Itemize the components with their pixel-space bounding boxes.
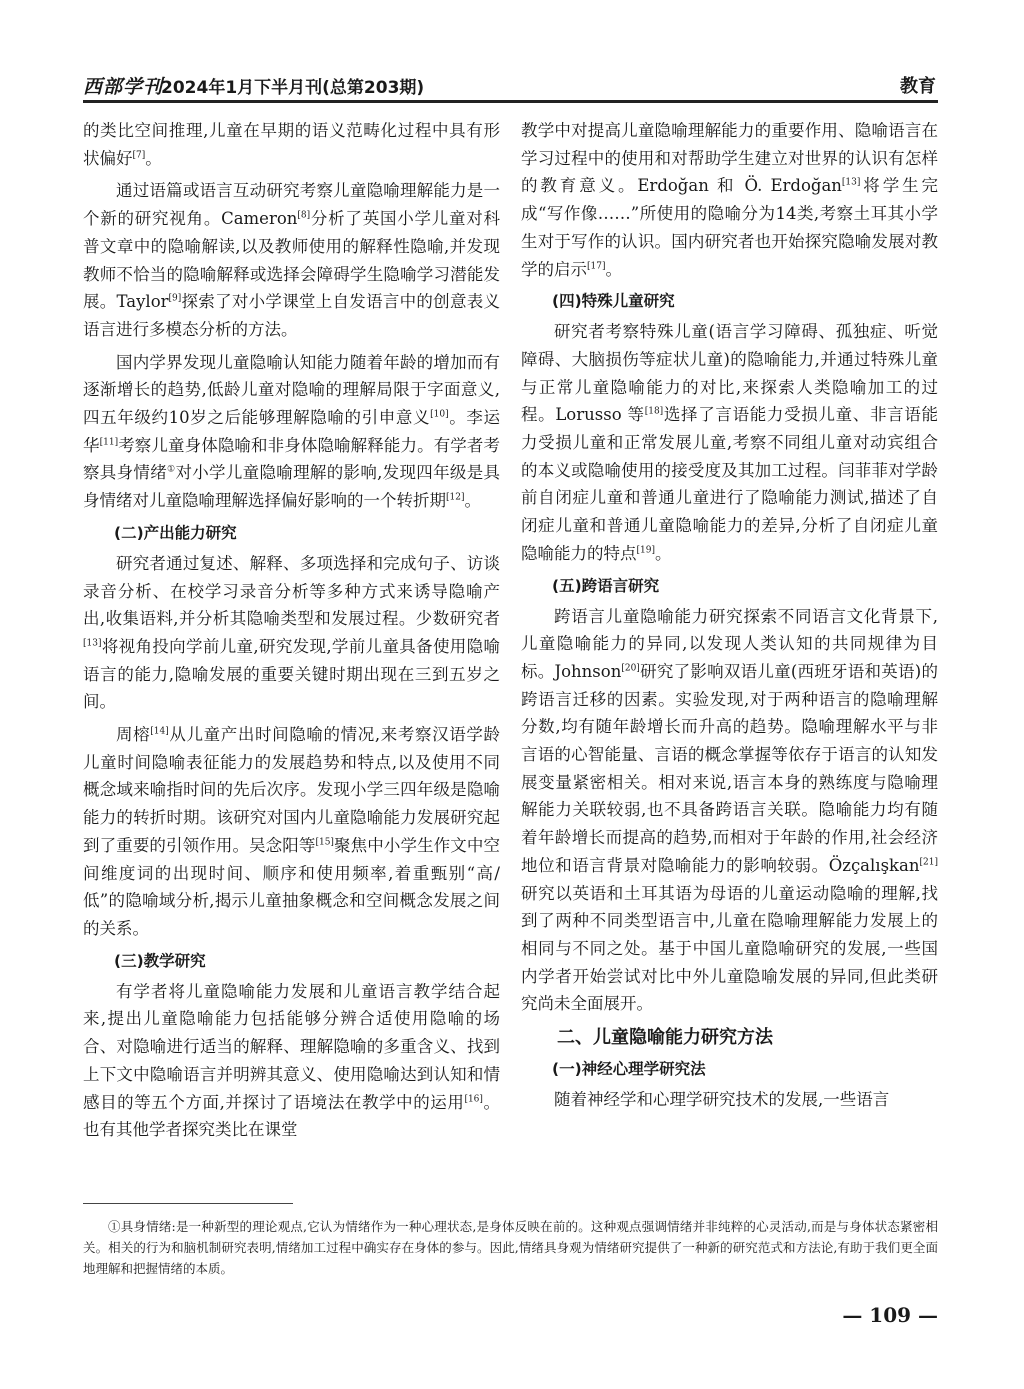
paragraph: 教学中对提高儿童隐喻理解能力的重要作用、隐喻语言在学习过程中的使用和对帮助学生建立对世界的认识有怎样的教育意义。Erdoğan 和 Ö. Erdoğan[13]将学生完成“写作像……”所使用的隐喻分为14类,考察土耳其小学生对于写作的认识。国内研究者也开始探究隐喻发展对教学的启示[17]。 <box>521 121 938 279</box>
paragraph: 研究者考察特殊儿童(语言学习障碍、孤独症、听觉障碍、大脑损伤等症状儿童)的隐喻能力,并通过特殊儿童与正常儿童隐喻能力的对比,来探索人类隐喻加工的过程。Lorusso 等[18]选择了言语能力受损儿童、非言语能力受损儿童和正常发展儿童,考察不同组儿童对动宾组合的本义或隐喻使用的接受度及其加工过程。闫菲菲对学龄前自闭症儿童和普通儿童进行了隐喻能力测试,描述了自闭症儿童和普通儿童隐喻能力的差异,分析了自闭症儿童隐喻能力的特点[19]。 <box>521 322 938 563</box>
citation: [13] <box>83 638 102 649</box>
citation: [11] <box>99 437 119 448</box>
paragraph: 国内学界发现儿童隐喻认知能力随着年龄的增加而有逐渐增长的趋势,低龄儿童对隐喻的理解局限于字面意义,四五年级约10岁之后能够理解隐喻的引申意义[10]。李运华[11]考察儿童身体隐喻和非身体隐喻解释能力。有学者考察具身情绪①对小学儿童隐喻理解的影响,发现四年级是具身情绪对儿童隐喻理解选择偏好影响的一个转折期[12]。 <box>83 352 501 511</box>
citation: [7] <box>132 150 146 161</box>
paragraph: 随着神经学和心理学研究技术的发展,一些语言 <box>554 1090 890 1110</box>
section-name: 教育 <box>900 76 936 97</box>
section-heading-output: (二)产出能力研究 <box>114 523 237 542</box>
footnote: ①具身情绪:是一种新型的理论观点,它认为情绪作为一种心理状态,是身体反映在前的。这种观点强调情绪并非纯粹的心灵活动,而是与身体状态紧密相关。相关的行为和脑机制研究表明,情绪加工过程中确实存在身体的参与。因此,情绪具身观为情绪研究提供了一种新的研究范式和方法论,有助于我们更全面地理解和把握情绪的本质。 <box>83 1219 938 1276</box>
citation: [16] <box>464 1094 483 1104</box>
citation: [10] <box>430 409 449 420</box>
paragraph: 的类比空间推理,儿童在早期的语义范畴化过程中具有形状偏好[7]。 <box>83 121 500 168</box>
left-column <box>83 117 500 1149</box>
running-header <box>83 72 938 103</box>
citation: [9] <box>168 293 182 304</box>
citation: [14] <box>150 726 169 737</box>
footnote-marker: ① <box>167 464 176 475</box>
paragraph: 周榕[14]从儿童产出时间隐喻的情况,来考察汉语学龄儿童时间隐喻表征能力的发展趋势和特点,以及使用不同概念域来喻指时间的先后次序。发现小学三四年级是隐喻能力的转折时期。该研究对国内儿童隐喻能力发展研究起到了重要的引领作用。吴念阳等[15]聚焦中小学生作文中空间维度词的出现时间、顺序和使用频率,着重甄别“高/低”的隐喻域分析,揭示儿童抽象概念和空间概念发展之间的关系。 <box>83 725 501 938</box>
citation: [12] <box>446 492 465 503</box>
section-heading-cross-language: (五)跨语言研究 <box>552 576 660 595</box>
section-heading-methods: 二、儿童隐喻能力研究方法 <box>557 1027 773 1049</box>
section-heading-neuro: (一)神经心理学研究法 <box>552 1060 706 1079</box>
citation: [18] <box>644 406 664 417</box>
citation: [17] <box>587 261 606 272</box>
section-heading-teaching: (三)教学研究 <box>114 951 206 970</box>
citation: [19] <box>636 545 655 556</box>
paragraph: 有学者将儿童隐喻能力发展和儿童语言教学结合起来,提出儿童隐喻能力包括能够分辨合适使用隐喻的场合、对隐喻进行适当的解释、理解隐喻的多重含义、找到上下文中隐喻语言并明辨其意义、使用隐喻达到认知和情感目的等五个方面,并探讨了语境法在教学中的运用[16]。也有其他学者探究类比在课堂 <box>83 981 500 1140</box>
section-heading-special: (四)特殊儿童研究 <box>552 292 675 311</box>
issue-info: 2024年1月下半月刊(总第203期) <box>161 78 425 98</box>
citation: [21] <box>919 857 938 868</box>
citation: [15] <box>315 837 334 848</box>
right-column <box>521 117 938 1119</box>
footnote-divider <box>83 1203 293 1204</box>
citation: [20] <box>621 663 640 674</box>
paragraph: 跨语言儿童隐喻能力研究探索不同语言文化背景下,儿童隐喻能力的异同,以发现人类认知的共同规律为目标。Johnson[20]研究了影响双语儿童(西班牙语和英语)的跨语言迁移的因素。实验发现,对于两种语言的隐喻理解分数,均有随年龄增长而升高的趋势。隐喻理解水平与非言语的心智能量、言语的概念掌握等依存于语言的认知发展变量紧密相关。相对来说,语言本身的熟练度与隐喻理解能力关联较弱,也不具备跨语言关联。隐喻能力均有随着年龄增长而提高的趋势,而相对于年龄的作用,社会经济地位和语言背景对隐喻能力的影响较弱。Özçalışkan[21]研究以英语和土耳其语为母语的儿童运动隐喻的理解,找到了两种不同类型语言中,儿童在隐喻理解能力发展上的相同与不同之处。基于中国儿童隐喻研究的发展,一些国内学者开始尝试对比中外儿童隐喻发展的异同,但此类研究尚未全面展开。 <box>521 606 938 1014</box>
paragraph: 研究者通过复述、解释、多项选择和完成句子、访谈录音分析、在校学习录音分析等多种方式来诱导隐喻产出,收集语料,并分析其隐喻类型和发展过程。少数研究者[13]将视角投向学前儿童,研究发现,学前儿童具备使用隐喻语言的能力,隐喻发展的重要关键时期出现在三到五岁之间。 <box>83 553 500 712</box>
paragraph: 通过语篇或语言互动研究考察儿童隐喻理解能力是一个新的研究视角。Cameron[8]分析了英国小学儿童对科普文章中的隐喻解读,以及教师使用的解释性隐喻,并发现教师不恰当的隐喻解释或选择会障碍学生隐喻学习潜能发展。Taylor[9]探索了对小学课堂上自发语言中的创意表义语言进行多模态分析的方法。 <box>83 181 501 339</box>
journal-logo: 西部学刊 <box>83 76 164 98</box>
citation: [8] <box>297 210 311 221</box>
page-number: — 109 — <box>842 1303 938 1327</box>
citation: [13] <box>841 177 861 188</box>
